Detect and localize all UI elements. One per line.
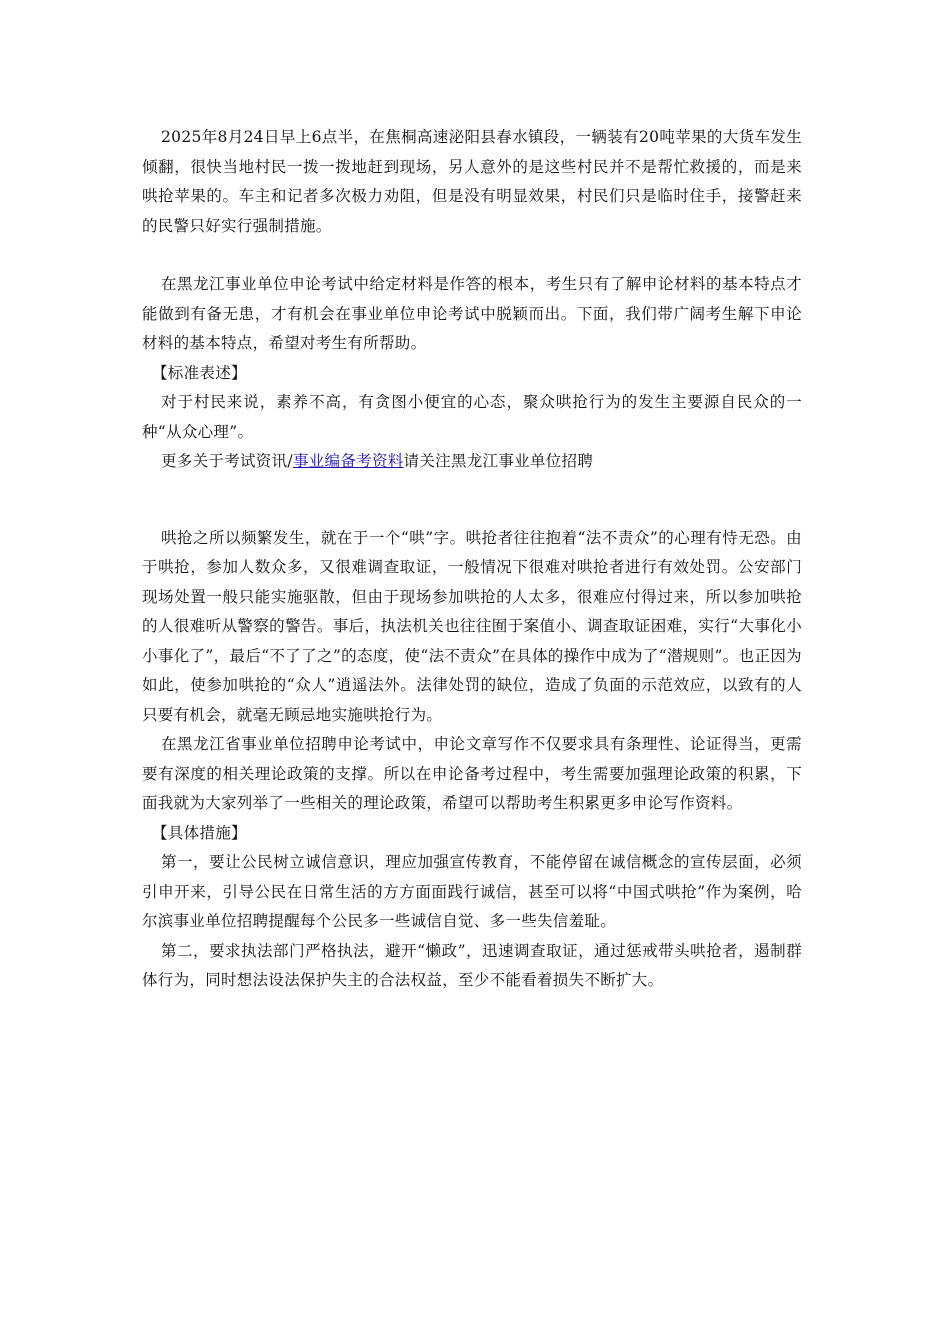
heading-specific-measures: 【具体措施】 <box>152 823 247 842</box>
paragraph-analysis: 哄抢之所以频繁发生，就在于一个“哄”字。哄抢者往往抱着“法不责众”的心理有恃无恐。由于哄抢，参加人数众多，又很难调查取证，一般情况下很难对哄抢者进行有效处罚。公安部门现场处置一般只能实施驱散，但由于现场参加哄抢的人太多，很难应付得过来，所以参加哄抢的人很难听从警察的警告。事后，执法机关也往往囿于案值小、调查取证困难，实行“大事化小小事化了”，最后“不了了之”的态度，使“法不责众”在具体的操作中成为了“潜规则”。也正因为如此，使参加哄抢的“众人”逍遥法外。法律处罚的缺位，造成了负面的示范效应，以致有的人只要有机会，就毫无顾忌地实施哄抢行为。 <box>142 528 802 724</box>
paragraph-measure-two: 第二，要求执法部门严格执法，避开“懒政”，迅速调查取证，通过惩戒带头哄抢者，遏制群体行为，同时想法设法保护失主的合法权益，至少不能看着损失不断扩大。 <box>142 941 802 989</box>
more-info-prefix: 更多关于考试资讯/ <box>161 452 293 470</box>
more-info-suffix: 请关注黑龙江事业单位招聘 <box>403 452 594 470</box>
paragraph-incident: 2025年8月24日早上6点半，在焦桐高速泌阳县春水镇段，一辆装有20吨苹果的大货车发生倾翻，很快当地村民一拨一拨地赶到现场，另人意外的是这些村民并不是帮忙救援的，而是来哄抢苹果的。车主和记者多次极力劝阻，但是没有明显效果，村民们只是临时住手，接警赶来的民警只好实行强制措施。 <box>142 128 802 235</box>
heading-standard-expression: 【标准表述】 <box>152 363 247 382</box>
article-body <box>142 123 802 996</box>
exam-materials-link[interactable]: 事业编备考资料 <box>292 452 404 470</box>
paragraph-theory: 在黑龙江省事业单位招聘申论考试中，申论文章写作不仅要求具有条理性、论证得当，更需要有深度的相关理论政策的支撑。所以在申论备考过程中，考生需要加强理论政策的积累，下面我就为大家列举了一些相关的理论政策，希望可以帮助考生积累更多申论写作资料。 <box>142 735 802 812</box>
paragraph-standard-expression: 对于村民来说，素养不高，有贪图小便宜的心态，聚众哄抢行为的发生主要源自民众的一种“从众心理”。 <box>142 393 802 441</box>
paragraph-more-info <box>142 447 802 477</box>
paragraph-measure-one: 第一，要让公民树立诚信意识，理应加强宣传教育，不能停留在诚信概念的宣传层面，必须引申开来，引导公民在日常生活的方方面面践行诚信，甚至可以将“中国式哄抢”作为案例，哈尔滨事业单位招聘提醒每个公民多一些诚信自觉、多一些失信羞耻。 <box>142 853 802 930</box>
paragraph-intro: 在黑龙江事业单位申论考试中给定材料是作答的根本，考生只有了解申论材料的基本特点才能做到有备无患，才有机会在事业单位申论考试中脱颖而出。下面，我们带广阔考生解下申论材料的基本特点，希望对考生有所帮助。 <box>142 275 802 352</box>
